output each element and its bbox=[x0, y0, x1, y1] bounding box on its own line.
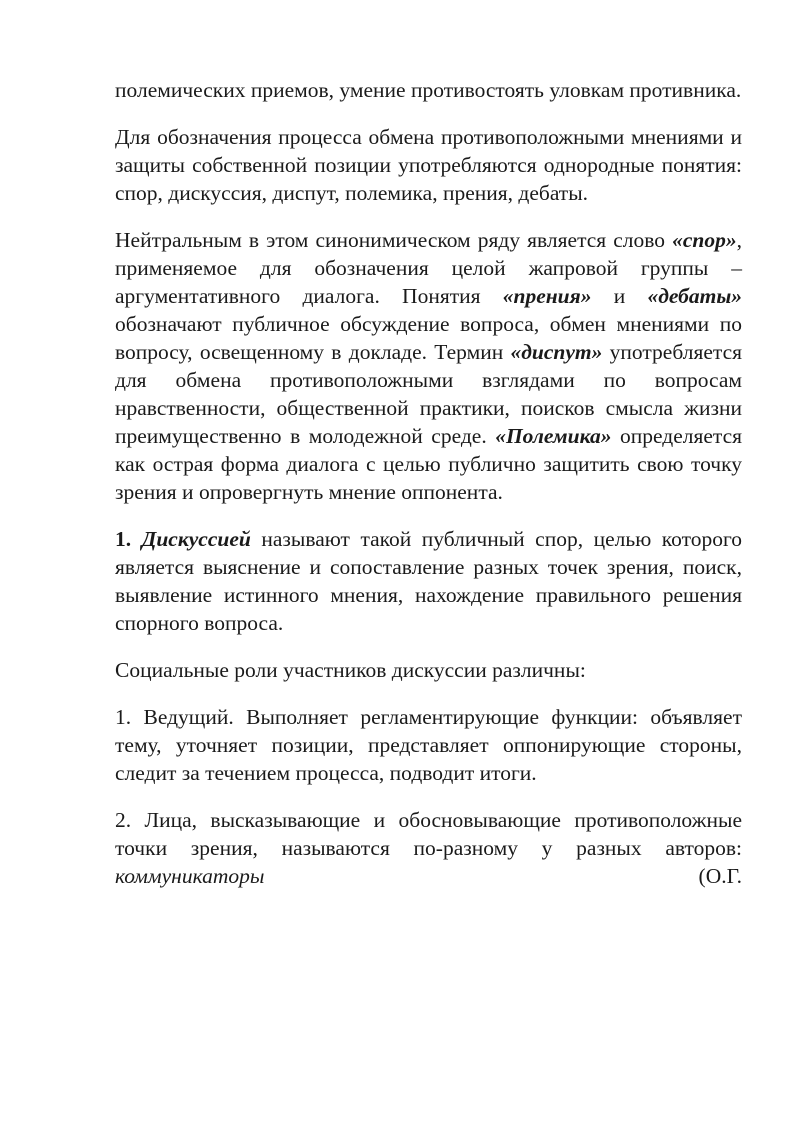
paragraph-4-text: называют такой публичный спор, целью которого является выяснение и сопоставление разных точек зрения, поиск, выявление истинного мнения, нахождение правильного решения спорного вопроса. bbox=[115, 527, 742, 635]
paragraph-2 bbox=[115, 123, 742, 207]
paragraph-4-number: 1. bbox=[115, 527, 132, 551]
paragraph-3 bbox=[115, 226, 742, 506]
paragraph-3-text-5: употребляется для обмена противоположными взглядами по вопросам нравственности, общественной практики, поисков смысла жизни преимущественно в молодежной среде. bbox=[115, 340, 743, 448]
paragraph-1-text: полемических приемов, умение противостоять уловкам противника. bbox=[115, 78, 742, 102]
paragraph-4 bbox=[115, 525, 742, 637]
paragraph-2-text: Для обозначения процесса обмена противоположными мнениями и защиты собственной позиции употребляются однородные понятия: спор, дискуссия, диспут, полемика, прения, дебаты. bbox=[115, 125, 742, 205]
term-prenia: «прения» bbox=[502, 284, 592, 308]
term-polemika: «Полемика» bbox=[495, 424, 612, 448]
paragraph-3-text-3: и bbox=[591, 284, 648, 308]
paragraph-3-text-6: определяется как острая форма диалога с целью публично защитить свою точку зрения и опровергнуть мнение оппонента. bbox=[115, 424, 742, 504]
term-disput: «диспут» bbox=[510, 340, 603, 364]
paragraph-5-text: Социальные роли участников дискуссии различны: bbox=[115, 658, 586, 682]
paragraph-3-text-1: Нейтральным в этом синонимическом ряду является слово bbox=[115, 228, 673, 252]
paragraph-6 bbox=[115, 703, 742, 787]
paragraph-6-text: 1. Ведущий. Выполняет регламентирующие функции: объявляет тему, уточняет позиции, представляет оппонирующие стороны, следит за течением процесса, подводит итоги. bbox=[115, 705, 742, 785]
paragraph-3-text-4: обозначают публичное обсуждение вопроса, обмен мнениями по вопросу, освещенному в докладе. Термин bbox=[115, 312, 742, 364]
term-spor: «спор» bbox=[672, 228, 737, 252]
term-debaty: «дебаты» bbox=[647, 284, 742, 308]
document-page bbox=[115, 76, 742, 909]
term-kommunikatory: коммуникаторы bbox=[115, 864, 265, 888]
paragraph-3-text-2: , применяемое для обозначения целой жапровой группы – аргументативного диалога. Понятия bbox=[115, 228, 742, 308]
term-diskussiya: Дискуссией bbox=[141, 527, 251, 551]
paragraph-7 bbox=[115, 806, 742, 890]
paragraph-7-text-2: (О.Г. bbox=[264, 864, 742, 888]
paragraph-5 bbox=[115, 656, 742, 684]
paragraph-7-text-1: 2. Лица, высказывающие и обосновывающие противоположные точки зрения, называются по-разному у разных авторов: bbox=[115, 808, 742, 860]
paragraph-1 bbox=[115, 76, 742, 104]
